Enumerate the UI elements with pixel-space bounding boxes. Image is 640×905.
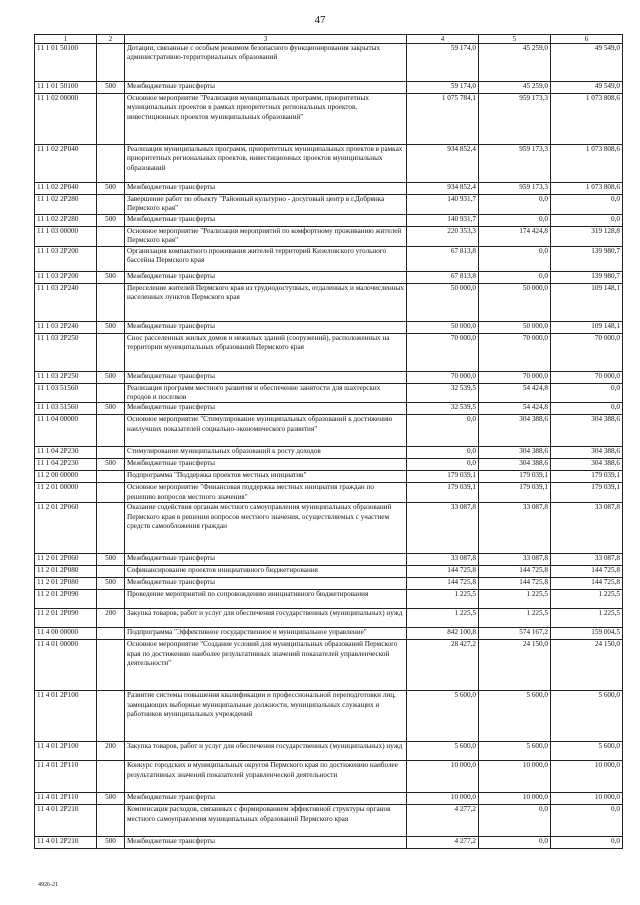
expense-type-code xyxy=(97,471,125,483)
amount-year-2: 50 000,0 xyxy=(479,283,551,321)
table-row xyxy=(35,761,623,793)
amount-year-1: 70 000,0 xyxy=(407,371,479,383)
column-header: 5 xyxy=(479,35,551,44)
item-name: Основное мероприятие "Реализация муниципальных программ, приоритетных муниципальных проектов в рамках приоритетных региональных проектов, инвестиционных проектов муниципальных образований" xyxy=(125,94,407,145)
amount-year-3: 1 225,5 xyxy=(551,609,623,628)
amount-year-3: 179 039,1 xyxy=(551,483,623,503)
table-row xyxy=(35,226,623,246)
target-article-code: 11 1 03 2P250 xyxy=(35,333,97,371)
amount-year-2: 574 167,2 xyxy=(479,628,551,640)
item-name: Компенсация расходов, связанных с формированием эффективной структуры органов местного самоуправления муниципальных образований Пермского края xyxy=(125,805,407,837)
amount-year-3: 109 148,1 xyxy=(551,321,623,333)
item-name: Снос расселенных жилых домов и нежилых зданий (сооружений), расположенных на территории муниципальных образований Пермского края xyxy=(125,333,407,371)
expense-type-code xyxy=(97,94,125,145)
target-article-code: 11 1 03 2P200 xyxy=(35,246,97,271)
expense-type-code xyxy=(97,333,125,371)
amount-year-2: 54 424,8 xyxy=(479,383,551,403)
amount-year-2: 45 259,0 xyxy=(479,44,551,82)
amount-year-3: 49 549,0 xyxy=(551,44,623,82)
item-name: Межбюджетные трансферты xyxy=(125,321,407,333)
amount-year-1: 28 427,2 xyxy=(407,640,479,691)
target-article-code: 11 2 01 00000 xyxy=(35,483,97,503)
table-row xyxy=(35,271,623,283)
column-header: 1 xyxy=(35,35,97,44)
table-row xyxy=(35,471,623,483)
amount-year-3: 10 000,0 xyxy=(551,793,623,805)
table-row xyxy=(35,554,623,566)
amount-year-2: 5 600,0 xyxy=(479,742,551,761)
budget-table xyxy=(34,34,623,849)
item-name: Проведение мероприятий по сопровождению инициативного бюджетирования xyxy=(125,590,407,609)
target-article-code: 11 1 01 50100 xyxy=(35,82,97,94)
target-article-code: 11 1 03 51560 xyxy=(35,383,97,403)
expense-type-code: 500 xyxy=(97,554,125,566)
table-row xyxy=(35,447,623,459)
item-name: Софинансирование проектов инициативного бюджетирования xyxy=(125,566,407,578)
amount-year-2: 304 388,6 xyxy=(479,447,551,459)
amount-year-1: 0,0 xyxy=(407,459,479,471)
amount-year-1: 10 000,0 xyxy=(407,761,479,793)
target-article-code: 11 1 02 2P040 xyxy=(35,145,97,183)
column-header: 2 xyxy=(97,35,125,44)
expense-type-code xyxy=(97,246,125,271)
amount-year-3: 109 148,1 xyxy=(551,283,623,321)
amount-year-3: 33 087,8 xyxy=(551,554,623,566)
amount-year-1: 10 000,0 xyxy=(407,793,479,805)
amount-year-3: 1 225,5 xyxy=(551,590,623,609)
amount-year-1: 50 000,0 xyxy=(407,321,479,333)
item-name: Организация компактного проживания жителей территорий Кизеловского угольного бассейна Пермского края xyxy=(125,246,407,271)
amount-year-1: 67 813,8 xyxy=(407,271,479,283)
item-name: Межбюджетные трансферты xyxy=(125,403,407,415)
column-header: 6 xyxy=(551,35,623,44)
amount-year-2: 144 725,8 xyxy=(479,578,551,590)
table-row xyxy=(35,145,623,183)
expense-type-code: 500 xyxy=(97,793,125,805)
amount-year-3: 159 004,5 xyxy=(551,628,623,640)
table-row xyxy=(35,566,623,578)
amount-year-3: 1 073 808,6 xyxy=(551,94,623,145)
table-row xyxy=(35,214,623,226)
expense-type-code xyxy=(97,447,125,459)
amount-year-1: 5 600,0 xyxy=(407,691,479,742)
table-row xyxy=(35,805,623,837)
amount-year-1: 220 353,3 xyxy=(407,226,479,246)
amount-year-2: 33 087,8 xyxy=(479,554,551,566)
table-row xyxy=(35,609,623,628)
amount-year-3: 319 128,8 xyxy=(551,226,623,246)
target-article-code: 11 2 01 2P060 xyxy=(35,503,97,554)
expense-type-code xyxy=(97,640,125,691)
amount-year-3: 10 000,0 xyxy=(551,761,623,793)
amount-year-2: 45 259,0 xyxy=(479,82,551,94)
table-row xyxy=(35,742,623,761)
item-name: Стимулирование муниципальных образований к росту доходов xyxy=(125,447,407,459)
amount-year-2: 0,0 xyxy=(479,837,551,849)
amount-year-3: 70 000,0 xyxy=(551,333,623,371)
table-row xyxy=(35,483,623,503)
expense-type-code xyxy=(97,805,125,837)
document-code: 4926-21 xyxy=(38,882,58,888)
target-article-code: 11 1 03 2P240 xyxy=(35,321,97,333)
expense-type-code xyxy=(97,44,125,82)
amount-year-2: 50 000,0 xyxy=(479,321,551,333)
target-article-code: 11 2 01 2P060 xyxy=(35,554,97,566)
page-number: 47 xyxy=(314,14,326,26)
amount-year-2: 304 388,6 xyxy=(479,459,551,471)
amount-year-3: 0,0 xyxy=(551,837,623,849)
expense-type-code xyxy=(97,283,125,321)
table-row xyxy=(35,371,623,383)
amount-year-2: 1 225,5 xyxy=(479,590,551,609)
expense-type-code: 500 xyxy=(97,321,125,333)
item-name: Межбюджетные трансферты xyxy=(125,271,407,283)
table-row xyxy=(35,628,623,640)
item-name: Основное мероприятие "Создание условий для муниципальных образований Пермского края по достижению наиболее результативных значений показателей управленческой деятельности" xyxy=(125,640,407,691)
amount-year-2: 5 600,0 xyxy=(479,691,551,742)
amount-year-2: 304 388,6 xyxy=(479,415,551,447)
item-name: Межбюджетные трансферты xyxy=(125,554,407,566)
target-article-code: 11 1 03 2P200 xyxy=(35,271,97,283)
target-article-code: 11 1 04 2P230 xyxy=(35,459,97,471)
expense-type-code xyxy=(97,145,125,183)
amount-year-3: 144 725,8 xyxy=(551,578,623,590)
amount-year-2: 959 173,3 xyxy=(479,183,551,195)
expense-type-code xyxy=(97,761,125,793)
amount-year-2: 70 000,0 xyxy=(479,371,551,383)
amount-year-3: 1 073 808,6 xyxy=(551,183,623,195)
table-row xyxy=(35,195,623,215)
amount-year-2: 179 039,1 xyxy=(479,471,551,483)
amount-year-1: 179 039,1 xyxy=(407,471,479,483)
table-row xyxy=(35,459,623,471)
amount-year-3: 179 039,1 xyxy=(551,471,623,483)
item-name: Межбюджетные трансферты xyxy=(125,183,407,195)
table-row xyxy=(35,44,623,82)
table-row xyxy=(35,333,623,371)
target-article-code: 11 1 01 50100 xyxy=(35,44,97,82)
target-article-code: 11 4 01 2P110 xyxy=(35,761,97,793)
amount-year-2: 0,0 xyxy=(479,805,551,837)
target-article-code: 11 1 02 2P280 xyxy=(35,214,97,226)
amount-year-2: 33 087,8 xyxy=(479,503,551,554)
amount-year-3: 139 980,7 xyxy=(551,246,623,271)
item-name: Реализация программ местного развития и обеспечение занятости для шахтерских городов и поселков xyxy=(125,383,407,403)
target-article-code: 11 2 00 00000 xyxy=(35,471,97,483)
amount-year-1: 140 931,7 xyxy=(407,195,479,215)
amount-year-3: 5 600,0 xyxy=(551,691,623,742)
amount-year-2: 10 000,0 xyxy=(479,761,551,793)
target-article-code: 11 1 02 2P040 xyxy=(35,183,97,195)
target-article-code: 11 2 01 2P080 xyxy=(35,578,97,590)
amount-year-2: 959 173,3 xyxy=(479,94,551,145)
expense-type-code xyxy=(97,691,125,742)
expense-type-code: 200 xyxy=(97,609,125,628)
item-name: Основное мероприятие "Реализация мероприятий по комфортному проживанию жителей Пермского края" xyxy=(125,226,407,246)
amount-year-1: 70 000,0 xyxy=(407,333,479,371)
amount-year-3: 0,0 xyxy=(551,195,623,215)
amount-year-2: 959 173,3 xyxy=(479,145,551,183)
expense-type-code xyxy=(97,590,125,609)
amount-year-1: 934 852,4 xyxy=(407,183,479,195)
amount-year-3: 5 600,0 xyxy=(551,742,623,761)
item-name: Межбюджетные трансферты xyxy=(125,578,407,590)
expense-type-code xyxy=(97,566,125,578)
amount-year-1: 0,0 xyxy=(407,447,479,459)
amount-year-3: 1 073 808,6 xyxy=(551,145,623,183)
amount-year-3: 70 000,0 xyxy=(551,371,623,383)
target-article-code: 11 2 01 2P080 xyxy=(35,566,97,578)
amount-year-3: 33 087,8 xyxy=(551,503,623,554)
target-article-code: 11 2 01 2P090 xyxy=(35,590,97,609)
target-article-code: 11 4 01 2P210 xyxy=(35,837,97,849)
amount-year-2: 0,0 xyxy=(479,271,551,283)
target-article-code: 11 1 02 00000 xyxy=(35,94,97,145)
expense-type-code: 200 xyxy=(97,742,125,761)
table-row xyxy=(35,283,623,321)
table-row xyxy=(35,578,623,590)
amount-year-1: 4 277,2 xyxy=(407,805,479,837)
expense-type-code: 500 xyxy=(97,837,125,849)
amount-year-1: 140 931,7 xyxy=(407,214,479,226)
column-header: 3 xyxy=(125,35,407,44)
amount-year-3: 0,0 xyxy=(551,214,623,226)
amount-year-1: 32 539,5 xyxy=(407,403,479,415)
expense-type-code: 500 xyxy=(97,403,125,415)
amount-year-1: 50 000,0 xyxy=(407,283,479,321)
amount-year-2: 1 225,5 xyxy=(479,609,551,628)
item-name: Межбюджетные трансферты xyxy=(125,371,407,383)
amount-year-1: 59 174,0 xyxy=(407,82,479,94)
amount-year-1: 934 852,4 xyxy=(407,145,479,183)
amount-year-2: 10 000,0 xyxy=(479,793,551,805)
amount-year-3: 144 725,8 xyxy=(551,566,623,578)
target-article-code: 11 4 01 2P100 xyxy=(35,691,97,742)
expense-type-code xyxy=(97,226,125,246)
target-article-code: 11 1 03 51560 xyxy=(35,403,97,415)
amount-year-1: 32 539,5 xyxy=(407,383,479,403)
table-row xyxy=(35,246,623,271)
table-row xyxy=(35,403,623,415)
amount-year-2: 0,0 xyxy=(479,246,551,271)
amount-year-1: 842 100,8 xyxy=(407,628,479,640)
item-name: Дотации, связанные с особым режимом безопасного функционирования закрытых административно-территориальных образований xyxy=(125,44,407,82)
amount-year-1: 1 225,5 xyxy=(407,609,479,628)
item-name: Межбюджетные трансферты xyxy=(125,459,407,471)
target-article-code: 11 1 03 00000 xyxy=(35,226,97,246)
amount-year-2: 70 000,0 xyxy=(479,333,551,371)
amount-year-3: 304 388,6 xyxy=(551,415,623,447)
target-article-code: 11 4 01 00000 xyxy=(35,640,97,691)
item-name: Основное мероприятие "Стимулирование муниципальных образований к достижению наилучших показателей социально-экономического развития" xyxy=(125,415,407,447)
item-name: Переселение жителей Пермского края из труднодоступных, отдаленных и малочисленных населенных пунктов Пермского края xyxy=(125,283,407,321)
item-name: Межбюджетные трансферты xyxy=(125,214,407,226)
table-row xyxy=(35,94,623,145)
item-name: Закупка товаров, работ и услуг для обеспечения государственных (муниципальных) нужд xyxy=(125,742,407,761)
item-name: Подпрограмма "Эффективное государственное и муниципальное управление" xyxy=(125,628,407,640)
item-name: Завершение работ по объекту "Районный культурно - досуговый центр в г.Добрянка Пермского края" xyxy=(125,195,407,215)
table-row xyxy=(35,590,623,609)
amount-year-3: 0,0 xyxy=(551,805,623,837)
expense-type-code: 500 xyxy=(97,183,125,195)
amount-year-3: 304 388,6 xyxy=(551,459,623,471)
table-row xyxy=(35,82,623,94)
amount-year-2: 174 424,8 xyxy=(479,226,551,246)
item-name: Межбюджетные трансферты xyxy=(125,82,407,94)
item-name: Подпрограмма "Поддержка проектов местных инициатив" xyxy=(125,471,407,483)
amount-year-3: 304 388,6 xyxy=(551,447,623,459)
target-article-code: 11 1 04 2P230 xyxy=(35,447,97,459)
amount-year-1: 1 225,5 xyxy=(407,590,479,609)
expense-type-code: 500 xyxy=(97,271,125,283)
amount-year-1: 33 087,8 xyxy=(407,503,479,554)
amount-year-1: 144 725,8 xyxy=(407,578,479,590)
amount-year-3: 24 150,0 xyxy=(551,640,623,691)
amount-year-1: 59 174,0 xyxy=(407,44,479,82)
table-row xyxy=(35,183,623,195)
amount-year-1: 1 075 784,1 xyxy=(407,94,479,145)
expense-type-code: 500 xyxy=(97,459,125,471)
amount-year-3: 0,0 xyxy=(551,383,623,403)
target-article-code: 11 1 04 00000 xyxy=(35,415,97,447)
amount-year-2: 0,0 xyxy=(479,214,551,226)
amount-year-2: 179 039,1 xyxy=(479,483,551,503)
expense-type-code: 500 xyxy=(97,578,125,590)
amount-year-1: 144 725,8 xyxy=(407,566,479,578)
expense-type-code xyxy=(97,195,125,215)
amount-year-1: 0,0 xyxy=(407,415,479,447)
table-row xyxy=(35,383,623,403)
item-name: Реализация муниципальных программ, приоритетных муниципальных проектов в рамках приоритетных региональных проектов, инвестиционных проектов муниципальных образований xyxy=(125,145,407,183)
expense-type-code: 500 xyxy=(97,82,125,94)
item-name: Межбюджетные трансферты xyxy=(125,793,407,805)
amount-year-3: 49 549,0 xyxy=(551,82,623,94)
target-article-code: 11 1 03 2P240 xyxy=(35,283,97,321)
target-article-code: 11 4 01 2P100 xyxy=(35,742,97,761)
item-name: Закупка товаров, работ и услуг для обеспечения государственных (муниципальных) нужд xyxy=(125,609,407,628)
expense-type-code: 500 xyxy=(97,214,125,226)
table-row xyxy=(35,321,623,333)
table-row xyxy=(35,640,623,691)
target-article-code: 11 2 01 2P090 xyxy=(35,609,97,628)
amount-year-1: 179 039,1 xyxy=(407,483,479,503)
expense-type-code xyxy=(97,503,125,554)
amount-year-2: 54 424,8 xyxy=(479,403,551,415)
table-body xyxy=(35,44,623,849)
item-name: Развитие системы повышения квалификации и профессиональной переподготовки лиц, замещающих выборные муниципальные должности, муниципальных служащих и работников муниципальных учреждений xyxy=(125,691,407,742)
table-row xyxy=(35,415,623,447)
expense-type-code xyxy=(97,383,125,403)
table-row xyxy=(35,503,623,554)
expense-type-code: 500 xyxy=(97,371,125,383)
table-row xyxy=(35,691,623,742)
table-row xyxy=(35,837,623,849)
amount-year-1: 5 600,0 xyxy=(407,742,479,761)
amount-year-1: 4 277,2 xyxy=(407,837,479,849)
target-article-code: 11 4 01 2P210 xyxy=(35,805,97,837)
target-article-code: 11 4 01 2P110 xyxy=(35,793,97,805)
amount-year-3: 139 980,7 xyxy=(551,271,623,283)
amount-year-2: 0,0 xyxy=(479,195,551,215)
amount-year-3: 0,0 xyxy=(551,403,623,415)
target-article-code: 11 1 03 2P250 xyxy=(35,371,97,383)
amount-year-1: 67 813,8 xyxy=(407,246,479,271)
amount-year-1: 33 087,8 xyxy=(407,554,479,566)
item-name: Межбюджетные трансферты xyxy=(125,837,407,849)
column-number-row xyxy=(35,35,623,44)
amount-year-2: 24 150,0 xyxy=(479,640,551,691)
column-header: 4 xyxy=(407,35,479,44)
target-article-code: 11 4 00 00000 xyxy=(35,628,97,640)
target-article-code: 11 1 02 2P280 xyxy=(35,195,97,215)
item-name: Основное мероприятие "Финансовая поддержка местных инициатив граждан по решению вопросов местного значения" xyxy=(125,483,407,503)
expense-type-code xyxy=(97,415,125,447)
expense-type-code xyxy=(97,628,125,640)
item-name: Оказание содействия органам местного самоуправления муниципальных образований Пермского края в решении вопросов местного значения, осуществляемых с участием средств самообложения граждан xyxy=(125,503,407,554)
item-name: Конкурс городских и муниципальных округов Пермского края по достижению наиболее результативных значений показателей управленческой деятельности xyxy=(125,761,407,793)
table-row xyxy=(35,793,623,805)
expense-type-code xyxy=(97,483,125,503)
amount-year-2: 144 725,8 xyxy=(479,566,551,578)
